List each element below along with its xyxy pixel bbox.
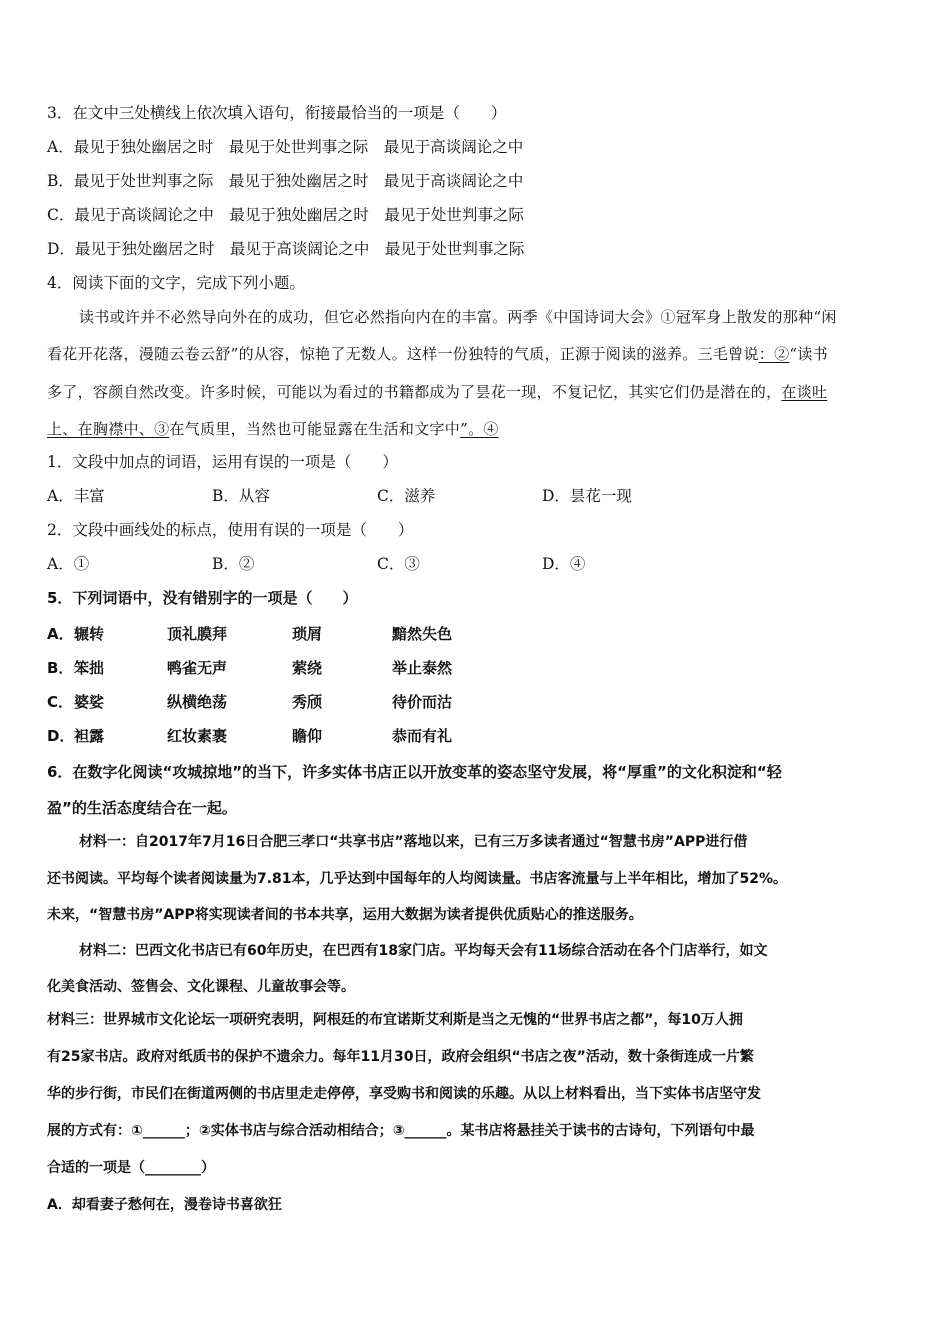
- q4-passage-line-4-text: 在气质里，当然也可能显露在生活和文字中: [169, 420, 461, 438]
- q5-row-d-word-3: 瞻仰: [292, 727, 323, 745]
- q3-option-b: B．最见于处世判事之际 最见于独处幽居之时 最见于高谈阔论之中: [47, 172, 524, 190]
- q4-sub1-option-d: D．昙花一现: [542, 487, 632, 505]
- q6-stem-line-2: 盈”的生活态度结合在一起。: [47, 799, 237, 817]
- q5-row-a-letter: A．: [47, 625, 74, 643]
- q6-material-2-line-1: 材料二：巴西文化书店已有60年历史，在巴西有18家门店。平均每天会有11场综合活动在各个门店举行，如文: [79, 943, 768, 959]
- q6-material-1-line-1: 材料一：自2017年7月16日合肥三孝口“共享书店”落地以来，已有三万多读者通过“智慧书房”APP进行借: [79, 834, 748, 850]
- q5-row-a-word-1: 辗转: [74, 625, 105, 643]
- q5-stem: 5．下列词语中，没有错别字的一项是（ ）: [47, 589, 358, 607]
- q6-material-3-line-4: 展的方式有：①______；②实体书店与综合活动相结合；③______。某书店将悬挂关于读书的古诗句，下列语句中最: [47, 1123, 755, 1139]
- q5-row-b-letter: B．: [47, 659, 74, 677]
- q6-stem-line-1: 6．在数字化阅读“攻城掠地”的当下，许多实体书店正以开放变革的姿态坚守发展，将“厚重”的文化积淀和“轻: [47, 763, 782, 781]
- q4-sub1-option-b: B．从容: [212, 487, 270, 505]
- q4-sub1-option-a: A．丰富: [47, 487, 105, 505]
- q5-row-d-word-4: 恭而有礼: [392, 727, 453, 745]
- q4-passage-line-4: [47, 419, 499, 439]
- q4-passage-line-2-end: “读书: [789, 345, 828, 363]
- q5-row-c-word-3: 秀颀: [292, 693, 323, 711]
- q5-row-d-word-2: 红妆素裹: [167, 727, 228, 745]
- q5-row-b-word-1: 笨拙: [74, 659, 105, 677]
- q6-material-3-line-1: 材料三：世界城市文化论坛一项研究表明，阿根廷的布宜诺斯艾利斯是当之无愧的“世界书店之都”，每10万人拥: [47, 1012, 743, 1028]
- q4-sub2-option-b: B．②: [212, 555, 255, 573]
- q5-row-a-word-3: 琐屑: [292, 625, 323, 643]
- q6-option-a: A．却看妻子愁何在，漫卷诗书喜欲狂: [47, 1197, 282, 1213]
- q4-underline-mark-2: ：②: [758, 345, 790, 363]
- q4-sub2-option-a: A．①: [47, 555, 90, 573]
- q4-underline-mark-3: 上、在胸襟中、③: [47, 420, 170, 438]
- q5-row-c-word-4: 待价而沽: [392, 693, 453, 711]
- q4-passage-line-1: 读书或许并不必然导向外在的成功，但它必然指向内在的丰富。两季《中国诗词大会》①冠军身上散发的那种“闲: [79, 308, 837, 326]
- q4-passage-line-3: [47, 382, 827, 402]
- q5-row-b-word-2: 鸭雀无声: [167, 659, 228, 677]
- q4-sub2-option-d: D．④: [542, 555, 586, 573]
- q6-material-2-line-2: 化美食活动、签售会、文化课程、儿童故事会等。: [47, 979, 355, 995]
- q3-option-c: C．最见于高谈阔论之中 最见于独处幽居之时 最见于处世判事之际: [47, 206, 524, 224]
- q5-row-a-word-4: 黯然失色: [392, 625, 453, 643]
- q4-passage-line-2-text: 看花开花落，漫随云卷云舒”的从容，惊艳了无数人。这样一份独特的气质，正源于阅读的滋养。三毛曾说: [47, 345, 759, 363]
- q4-sub2-option-c: C．③: [377, 555, 420, 573]
- q4-sub1-stem: 1．文段中加点的词语，运用有误的一项是（ ）: [47, 453, 398, 471]
- q5-row-b-word-4: 举止泰然: [392, 659, 453, 677]
- q4-stem: 4．阅读下面的文字，完成下列小题。: [47, 274, 305, 292]
- q6-material-3-line-2: 有25家书店。政府对纸质书的保护不遗余力。每年11月30日，政府会组织“书店之夜”活动，数十条街连成一片繁: [47, 1049, 754, 1065]
- q4-underline-mark-1: 在谈吐: [781, 383, 828, 401]
- q6-material-3-line-3: 华的步行街，市民们在街道两侧的书店里走走停停，享受购书和阅读的乐趣。从以上材料看出，当下实体书店坚守发: [47, 1086, 761, 1102]
- q5-row-c-word-1: 婆娑: [74, 693, 105, 711]
- q5-row-d-letter: D．: [47, 727, 75, 745]
- q5-row-c-word-2: 纵横绝荡: [167, 693, 228, 711]
- q4-sub2-stem: 2．文段中画线处的标点，使用有误的一项是（ ）: [47, 521, 414, 539]
- q3-option-a: A．最见于独处幽居之时 最见于处世判事之际 最见于高谈阔论之中: [47, 138, 524, 156]
- q3-option-d: D．最见于独处幽居之时 最见于高谈阔论之中 最见于处世判事之际: [47, 240, 525, 258]
- q5-row-a-word-2: 顶礼膜拜: [167, 625, 228, 643]
- q5-row-d-word-1: 袒露: [74, 727, 105, 745]
- q3-stem: 3．在文中三处横线上依次填入语句，衔接最恰当的一项是（ ）: [47, 104, 507, 122]
- q5-row-b-word-3: 萦绕: [292, 659, 323, 677]
- q6-material-1-line-2: 还书阅读。平均每个读者阅读量为7.81本，几乎达到中国每年的人均阅读量。书店客流量与上半年相比，增加了52%。: [47, 871, 788, 887]
- q4-underline-mark-4: ”。④: [460, 420, 499, 438]
- q4-sub1-option-c: C．滋养: [377, 487, 436, 505]
- q6-material-1-line-3: 未来，“智慧书房”APP将实现读者间的书本共享，运用大数据为读者提供优质贴心的推送服务。: [47, 907, 643, 923]
- q6-material-3-line-5: 合适的一项是（________）: [47, 1160, 215, 1176]
- q4-passage-line-2: [47, 344, 828, 364]
- q5-row-c-letter: C．: [47, 693, 74, 711]
- q4-passage-line-3-text: 多了，容颜自然改变。许多时候，可能以为看过的书籍都成为了昙花一现，不复记忆，其实它们仍是潜在的，: [47, 383, 782, 401]
